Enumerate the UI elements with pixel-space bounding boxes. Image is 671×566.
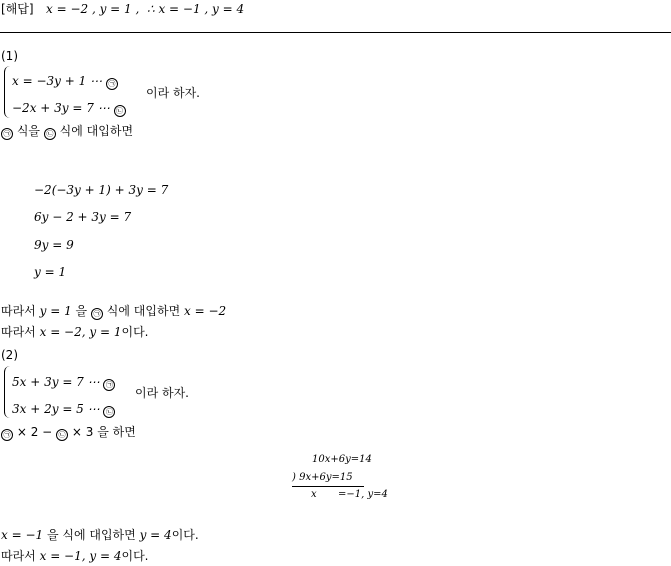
part2-conclusion: 따라서 x = −1, y = 4이다. [1,549,149,563]
part1-conclusion: 따라서 x = −2, y = 1이다. [1,325,149,339]
part1-back-substitution: 따라서 y = 1 을 ㉠ 식에 대입하면 x = −2 [1,304,227,318]
part2-let-text: 이라 하자. [135,386,189,400]
part1-system-brace [4,66,11,118]
circled-a-mark: ㉠ [106,78,118,90]
circled-a-mark: ㉠ [103,379,115,391]
circled-b-mark: ㉡ [56,429,68,441]
elim-row-3-value: =−1, y=4 [338,489,388,500]
elim-row-1: 10x+6y=14 [312,454,372,465]
elim-rule [292,486,364,487]
part1-eq1: x = −3y + 1 ⋯ ㉠ [12,74,118,90]
elim-row-3-x: x [311,489,317,500]
part2-eq1: 5x + 3y = 7 ⋯ ㉠ [12,375,115,391]
elim-row-2: ) 9x+6y=15 [292,472,353,483]
answer-tag: [해답] [1,2,34,16]
part2-back-substitution: x = −1 을 식에 대입하면 y = 4이다. [1,528,199,542]
circled-a-mark: ㉠ [91,308,103,320]
answer-part2: ∴ x = −1 , y = 4 [147,2,245,16]
circled-a-mark: ㉠ [1,429,13,441]
part1-step-3: 9y = 9 [34,238,74,252]
part1-eq2: −2x + 3y = 7 ⋯ ㉡ [12,101,126,117]
answer-part1: x = −2 , y = 1 , [46,2,140,16]
circled-b-mark: ㉡ [103,406,115,418]
part2-operations: ㉠ × 2 − ㉡ × 3 을 하면 [1,425,136,441]
part1-let-text: 이라 하자. [146,86,200,100]
part1-step-1: −2(−3y + 1) + 3y = 7 [34,183,169,197]
divider [0,32,671,33]
part1-step-4: y = 1 [34,265,67,279]
part1-substitution-intro: ㉠ 식을 ㉡ 식에 대입하면 [1,124,133,140]
circled-a-mark: ㉠ [1,128,13,140]
circled-b-mark: ㉡ [114,105,126,117]
part1-label: (1) [1,49,18,63]
circled-b-mark: ㉡ [44,128,56,140]
part1-step-2: 6y − 2 + 3y = 7 [34,210,132,224]
part2-eq2: 3x + 2y = 5 ⋯ ㉡ [12,402,115,418]
part2-system-brace [4,366,11,418]
part2-label: (2) [1,348,18,362]
